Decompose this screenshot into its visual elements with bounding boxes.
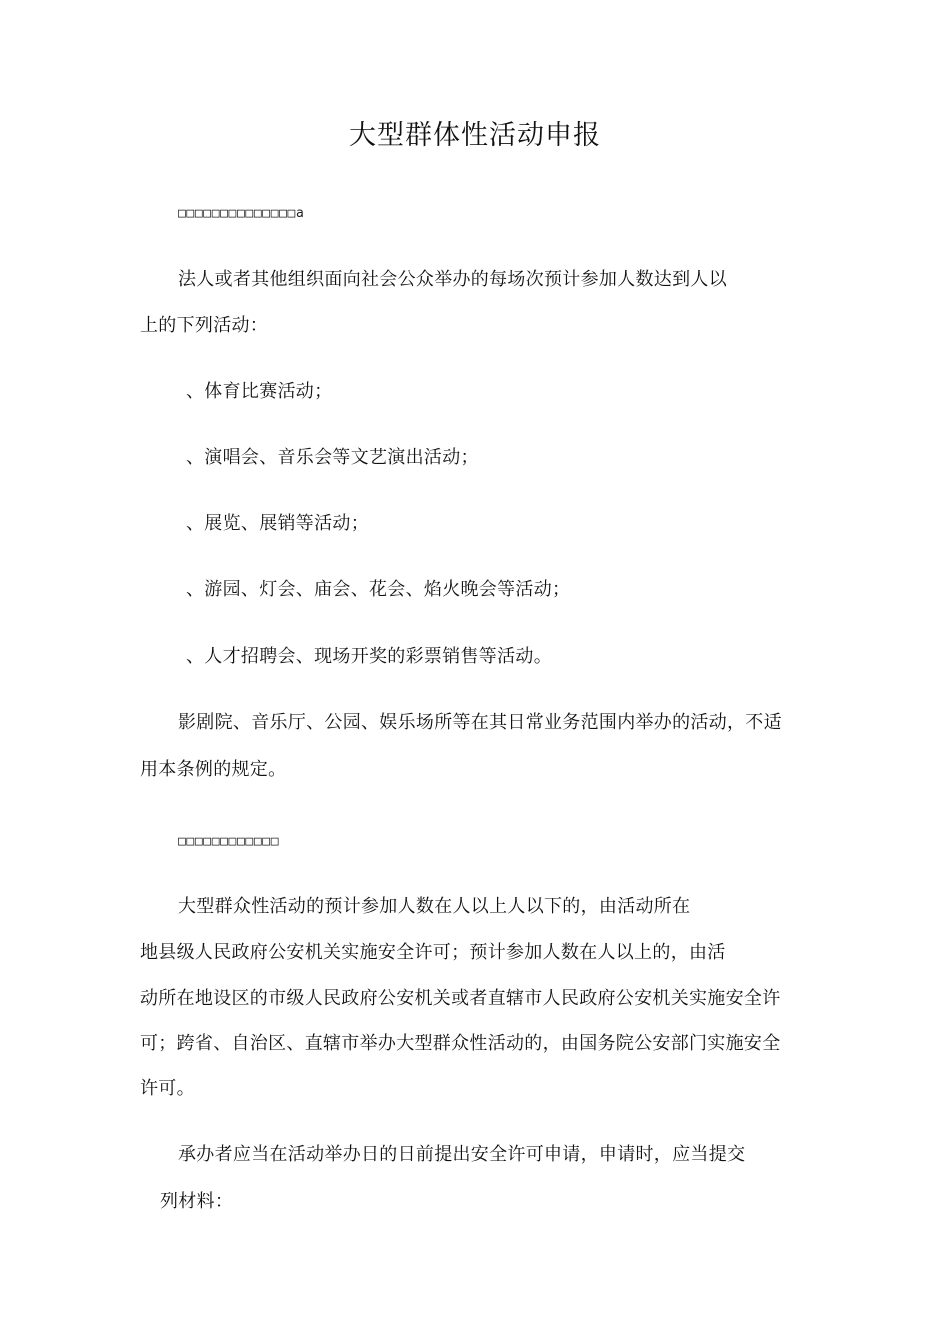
paragraph-3-line: 地县级人民政府公安机关实施安全许可；预计参加人数在人以上的，由活 — [140, 942, 726, 963]
paragraph-3-line: 动所在地设区的市级人民政府公安机关或者直辖市人民政府公安机关实施安全许 — [140, 988, 781, 1009]
paragraph-4-line-2: 列材料： — [160, 1191, 234, 1212]
list-item: 、演唱会、音乐会等文艺演出活动； — [186, 447, 479, 468]
paragraph-1-line-1: 法人或者其他组织面向社会公众举办的每场次预计参加人数达到人以 — [178, 269, 727, 290]
section-heading-2: □□□□□□□□□□□□ — [178, 834, 280, 849]
list-item: 、体育比赛活动； — [186, 381, 333, 402]
document-title: 大型群体性活动申报 — [349, 120, 601, 151]
list-item: 、游园、灯会、庙会、花会、焰火晚会等活动； — [186, 579, 571, 600]
paragraph-2-line-1: 影剧院、音乐厅、公园、娱乐场所等在其日常业务范围内举办的活动，不适 — [178, 712, 782, 733]
paragraph-3-line: 大型群众性活动的预计参加人数在人以上人以下的，由活动所在 — [178, 896, 691, 917]
paragraph-2-line-2: 用本条例的规定。 — [140, 759, 287, 780]
paragraph-4-line-1: 承办者应当在活动举办日的日前提出安全许可申请，申请时，应当提交 — [178, 1144, 746, 1165]
section-heading-1: □□□□□□□□□□□□□□a — [178, 206, 305, 221]
paragraph-3-line: 可；跨省、自治区、直辖市举办大型群众性活动的，由国务院公安部门实施安全 — [140, 1033, 781, 1054]
list-item: 、展览、展销等活动； — [186, 513, 369, 534]
list-item: 、人才招聘会、现场开奖的彩票销售等活动。 — [186, 646, 552, 667]
paragraph-1-line-2: 上的下列活动： — [140, 315, 269, 336]
paragraph-3-line: 许可。 — [140, 1078, 195, 1099]
